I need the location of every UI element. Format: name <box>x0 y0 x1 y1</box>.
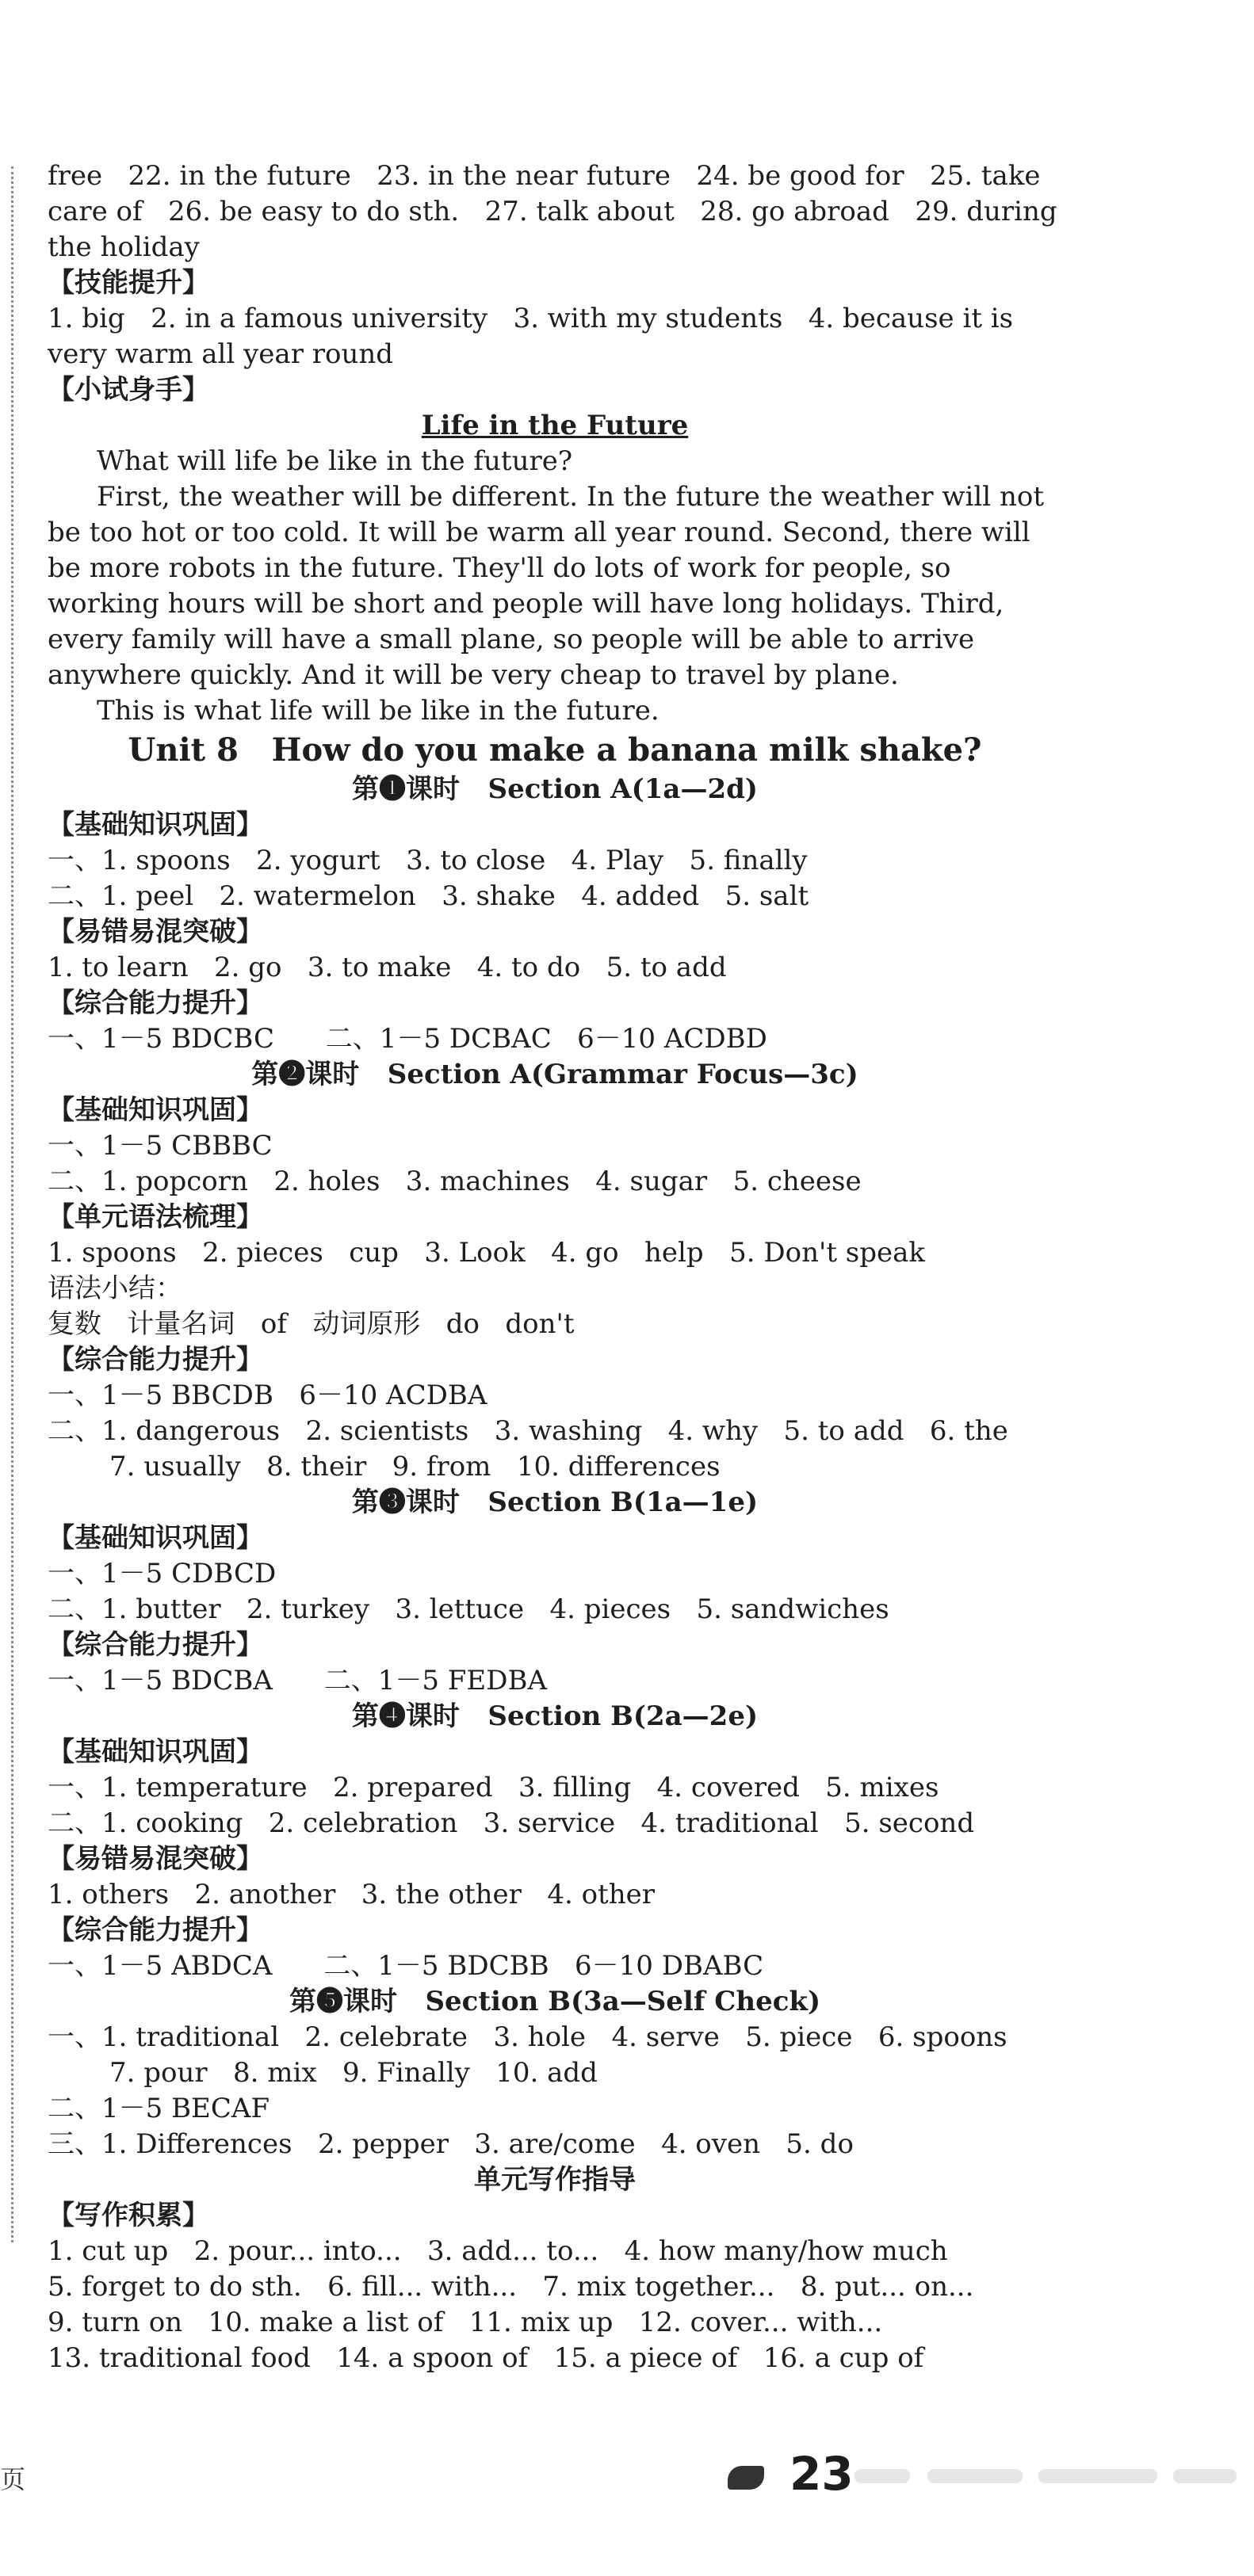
lesson-title: 第❸课时 Section B(1a—1e) <box>351 1486 759 1518</box>
answer-line: 一、1－5 BDCBA 二、1－5 FEDBA <box>48 1665 547 1696</box>
lesson-title: 单元写作指导 <box>474 2164 636 2196</box>
answer-line: 13. traditional food 14. a spoon of 15. a piece of 16. a cup of <box>48 2342 924 2374</box>
answer-line: What will life be like in the future? <box>97 445 573 477</box>
footer-decoration <box>1038 2469 1157 2483</box>
answer-line: 一、1. temperature 2. prepared 3. filling 4. covered 5. mixes <box>48 1772 939 1803</box>
answer-line: anywhere quickly. And it will be very cheap to travel by plane. <box>48 659 899 691</box>
section-heading: 【基础知识巩固】 <box>48 1736 263 1768</box>
answer-line: 9. turn on 10. make a list of 11. mix up 12. cover... with... <box>48 2307 883 2338</box>
answer-line: First, the weather will be different. In the future the weather will not <box>97 481 1044 513</box>
answer-line: 一、1. traditional 2. celebrate 3. hole 4. serve 5. piece 6. spoons <box>48 2021 1007 2053</box>
lesson-title <box>48 408 1062 444</box>
section-heading: 【单元语法梳理】 <box>48 1201 263 1233</box>
answer-line: very warm all year round <box>48 338 394 370</box>
answer-line: 一、1－5 BBCDB 6－10 ACDBA <box>48 1380 487 1411</box>
page-tab-icon <box>728 2466 764 2490</box>
answer-line: 二、1. butter 2. turkey 3. lettuce 4. pieces 5. sandwiches <box>48 1593 889 1625</box>
section-heading: 【综合能力提升】 <box>48 987 263 1019</box>
answer-key-content <box>48 158 1062 2376</box>
section-heading: 【易错易混突破】 <box>48 1843 263 1875</box>
answer-line: be more robots in the future. They'll do lots of work for people, so <box>48 552 951 584</box>
answer-line: 一、1－5 CDBCD <box>48 1558 277 1589</box>
lesson-title: 第❶课时 Section A(1a—2d) <box>352 773 758 805</box>
answer-line: the holiday <box>48 231 200 263</box>
answer-line: every family will have a small plane, so people will be able to arrive <box>48 624 975 655</box>
section-heading: 【技能提升】 <box>48 267 209 299</box>
answer-line: 二、1. popcorn 2. holes 3. machines 4. sugar 5. cheese <box>48 1166 862 1197</box>
section-heading: 【易错易混突破】 <box>48 916 263 948</box>
footer-left-text: 页 <box>0 2464 26 2494</box>
answer-line: 7. usually 8. their 9. from 10. differences <box>109 1451 721 1483</box>
answer-line: 5. forget to do sth. 6. fill... with... 7. mix together... 8. put... on... <box>48 2271 974 2303</box>
answer-line: 1. to learn 2. go 3. to make 4. to do 5. to add <box>48 952 727 983</box>
answer-line: be too hot or too cold. It will be warm all year round. Second, there will <box>48 517 1030 548</box>
answer-line: 二、1. peel 2. watermelon 3. shake 4. added 5. salt <box>48 880 809 912</box>
answer-line: 1. others 2. another 3. the other 4. other <box>48 1879 655 1910</box>
footer-decoration <box>854 2469 910 2483</box>
answer-line: 三、1. Differences 2. pepper 3. are/come 4. oven 5. do <box>48 2128 854 2160</box>
section-heading: 【基础知识巩固】 <box>48 1522 263 1554</box>
section-heading: 【写作积累】 <box>48 2200 209 2231</box>
answer-line: 1. cut up 2. pour... into... 3. add... to... 4. how many/how much <box>48 2235 948 2267</box>
answer-line: 复数 计量名词 of 动词原形 do don't <box>48 1308 575 1340</box>
answer-line: working hours will be short and people will have long holidays. Third, <box>48 588 1004 620</box>
answer-line: 二、1－5 BECAF <box>48 2093 270 2124</box>
footer-decoration <box>1173 2469 1237 2483</box>
answer-line: care of 26. be easy to do sth. 27. talk about 28. go abroad 29. during <box>48 196 1057 227</box>
answer-line: 1. spoons 2. pieces cup 3. Look 4. go help 5. Don't speak <box>48 1237 926 1269</box>
lesson-title: 第❺课时 Section B(3a—Self Check) <box>289 1986 821 2017</box>
answer-line: 1. big 2. in a famous university 3. with my students 4. because it is <box>48 303 1014 334</box>
lesson-title: 第❷课时 Section A(Grammar Focus—3c) <box>251 1059 858 1090</box>
answer-line: free 22. in the future 23. in the near future 24. be good for 25. take <box>48 160 1041 192</box>
section-heading: 【综合能力提升】 <box>48 1344 263 1376</box>
answer-line: 一、1. spoons 2. yogurt 3. to close 4. Play 5. finally <box>48 845 808 876</box>
answer-line: This is what life will be like in the future. <box>97 695 659 727</box>
section-heading: 【小试身手】 <box>48 374 209 406</box>
lesson-title: 第❹课时 Section B(2a—2e) <box>351 1700 759 1732</box>
answer-line: 语法小结： <box>48 1273 182 1304</box>
answer-line: 一、1－5 CBBBC <box>48 1130 273 1162</box>
page-number: 23 <box>789 2447 854 2501</box>
section-heading: 【基础知识巩固】 <box>48 1094 263 1126</box>
section-heading: 【综合能力提升】 <box>48 1629 263 1661</box>
margin-dotted-line <box>11 166 13 2242</box>
answer-line: 二、1. dangerous 2. scientists 3. washing 4. why 5. to add 6. the <box>48 1415 1008 1447</box>
answer-line: 二、1. cooking 2. celebration 3. service 4. traditional 5. second <box>48 1807 975 1839</box>
section-heading: 【基础知识巩固】 <box>48 809 263 841</box>
answer-line: 7. pour 8. mix 9. Finally 10. add <box>109 2057 598 2089</box>
unit-title: Unit 8 How do you make a banana milk shake? <box>128 731 982 769</box>
essay-title: Life in the Future <box>421 410 689 441</box>
footer-decoration <box>927 2469 1023 2483</box>
answer-line: 一、1－5 BDCBC 二、1－5 DCBAC 6－10 ACDBD <box>48 1023 767 1055</box>
answer-line: 一、1－5 ABDCA 二、1－5 BDCBB 6－10 DBABC <box>48 1950 764 1982</box>
section-heading: 【综合能力提升】 <box>48 1914 263 1946</box>
